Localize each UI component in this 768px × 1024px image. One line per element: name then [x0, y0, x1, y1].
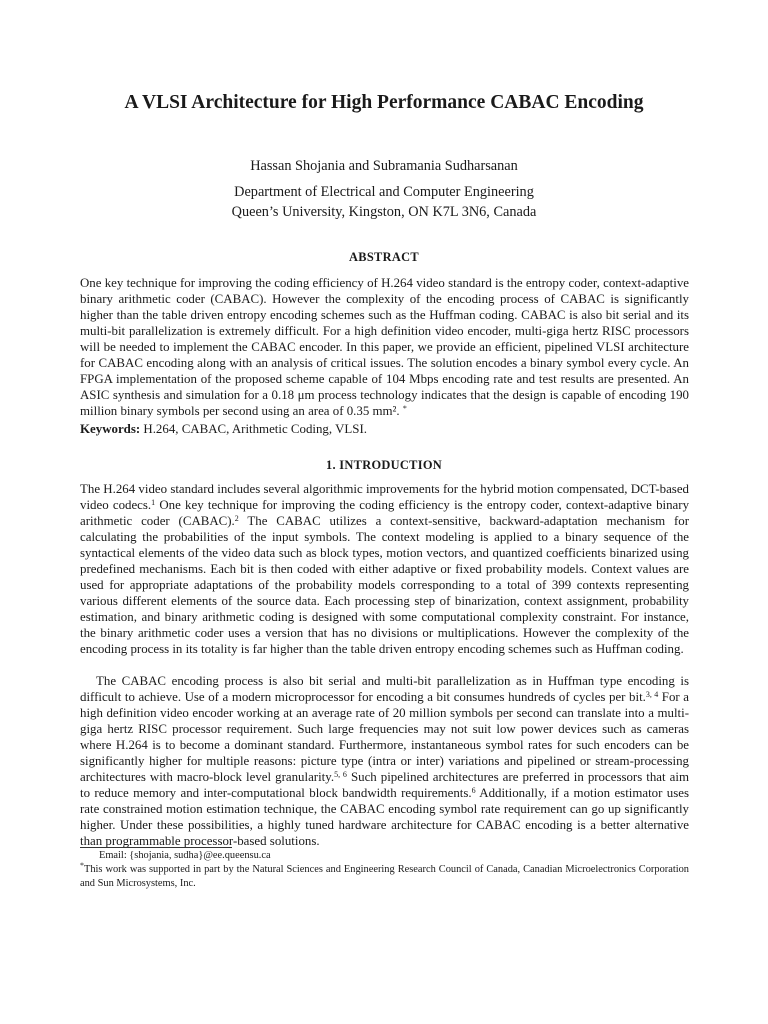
abstract-footnote-mark: *: [402, 404, 407, 413]
citation: 6: [471, 786, 476, 795]
footnote-email[interactable]: Email: {shojania, sudha}@ee.queensu.ca: [99, 850, 271, 861]
abstract-text: [80, 275, 689, 419]
intro-p2-text-a: The CABAC encoding process is also bit serial and multi-bit parallelization as in Huffman type encoding is difficult to achieve. Use of a modern microprocessor for encoding a bit consumes hundreds of cycles per bit.: [80, 674, 689, 704]
footnotes: [80, 849, 689, 891]
intro-p1-text-b: One key technique for improving the coding efficiency is the entropy coder, context-adaptive binary arithmetic coder (CABAC).: [80, 498, 690, 528]
paper-authors: Hassan Shojania and Subramania Sudharsanan: [250, 158, 518, 174]
affiliation: [80, 182, 688, 222]
abstract-body: One key technique for improving the coding efficiency of H.264 video standard is the entropy coder, context-adaptive binary arithmetic coder (CABAC). However the complexity of the encoding process of CABAC is significantly higher than the table driven entropy encoding schemes such as the Huffman coding. CABAC is also bit serial and its multi-bit parallelization is extremely difficult. For a high definition video encoder, multi-giga hertz RISC processors will be needed to implement the CABAC encoder. In this paper, we provide an efficient, pipelined VLSI architecture for CABAC encoding along with an analysis of critical issues. The solution encodes a binary symbol every cycle. An FPGA implementation of the proposed scheme capable of 104 Mbps encoding rate and test results are presented. An ASIC synthesis and simulation for a 0.18 μm process technology indicates that the design is capable of encoding 190 million binary symbols per second using an area of 0.35 mm².: [80, 276, 689, 418]
paper-title: A VLSI Architecture for High Performance CABAC Encoding: [124, 92, 644, 113]
intro-paragraph-2: [80, 673, 689, 849]
footnote-support-text: This work was supported in part by the Natural Sciences and Engineering Research Council of Canada, Canadian Microelectronics Corporation and Sun Microsystems, Inc.: [80, 864, 689, 889]
keywords: [80, 421, 689, 437]
intro-p1-text-a: The H.264 video standard includes several algorithmic improvements for the hybrid motion compensated, DCT-based video codecs.: [80, 482, 689, 512]
affiliation-university: Queen’s University, Kingston, ON K7L 3N6, Canada: [231, 204, 537, 220]
citation: 1: [151, 498, 156, 507]
intro-p2-text-d: Additionally, if a motion estimator uses rate constrained motion estimation technique, the CABAC encoding symbol rate requirement can go up significantly higher. Under these possibilities, a highly tuned hardware architecture for CABAC encoding is a better alternative than programmable processor-based solutions.: [80, 786, 690, 848]
intro-p2-text-b: For a high definition video encoder working at an average rate of 20 million symbols per second can translate into a multi-giga hertz RISC processor requirement. Such large frequencies may not suit low power devices such as cameras where H.264 is to become a dominant standard. Furthermore, instantaneous symbol rates for such encoders can be significantly higher for multiple reasons: picture type (intra or inter) variations and pipelined or stream-processing architectures with macro-block level granularity.: [80, 690, 690, 784]
keywords-label: Keywords:: [80, 422, 141, 436]
keywords-text: H.264, CABAC, Arithmetic Coding, VLSI.: [143, 422, 367, 436]
citation: 5, 6: [334, 770, 347, 779]
citation: 3, 4: [645, 690, 659, 699]
footnote-divider: [80, 847, 232, 848]
section-heading-introduction: 1. INTRODUCTION: [325, 458, 443, 472]
intro-paragraph-1: [80, 481, 689, 657]
footnote-support: [80, 863, 689, 891]
abstract-heading: ABSTRACT: [349, 250, 419, 264]
footnote-mark: *: [80, 861, 84, 870]
intro-p1-text-c: The CABAC utilizes a context-sensitive, backward-adaptation mechanism for calculating the probabilities of the input symbols. The context modeling is applied to a binary sequence of the syntactical elements of the video data such as block types, motion vectors, and quantized coefficients binarized using predefined mechanisms. Each bit is then coded with either adaptive or fixed probability models. Context values are used for appropriate adaptations of the probability models corresponding to a total of 399 contexts representing various different elements of the source data. Each processing step of binarization, context assignment, probability estimation, and binary arithmetic coding is designed with some computational complexity constraint. For instance, the binary arithmetic coder uses a version that has no divisions or multiplications. However the complexity of the encoding process in its totality is far higher than the table driven entropy encoding schemes such as Huffman coding.: [80, 514, 690, 656]
citation: 2: [234, 514, 239, 523]
affiliation-department: Department of Electrical and Computer Engineering: [234, 184, 534, 200]
intro-p2-text-c: Such pipelined architectures are preferred in processors that aim to reduce memory and inter-computational block bandwidth requirements.: [80, 770, 689, 800]
